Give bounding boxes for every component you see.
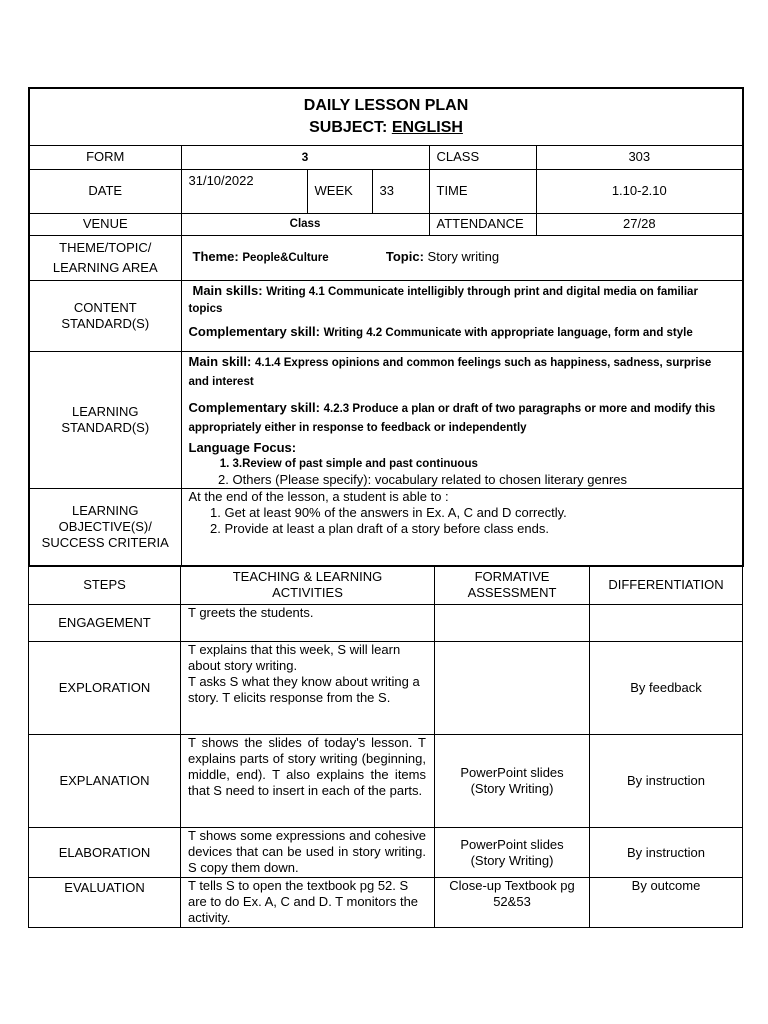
header-activities: TEACHING & LEARNING ACTIVITIES <box>181 566 435 605</box>
main-skills-value: Writing 4.1 Communicate intelligibly through print and digital media on familiar topics <box>188 285 698 315</box>
subject-value: ENGLISH <box>391 118 463 136</box>
venue-label: VENUE <box>29 213 181 235</box>
step-name: EXPLORATION <box>29 642 181 735</box>
step-activity: T greets the students. <box>181 605 435 642</box>
class-label: CLASS <box>429 145 536 169</box>
step-name: ELABORATION <box>29 828 181 878</box>
language-focus-item: 1. 3.Review of past simple and past continuous <box>233 456 735 472</box>
form-value: 3 <box>181 145 429 169</box>
language-focus-label: Language Focus: <box>188 439 297 455</box>
topic-label: Topic: <box>385 249 424 264</box>
table-row <box>29 878 743 928</box>
step-assessment: PowerPoint slides (Story Writing) <box>435 828 590 878</box>
objectives-label-line1: LEARNING <box>72 502 139 518</box>
table-row <box>29 735 743 828</box>
main-skill-value: 4.1.4 Express opinions and common feelings such as happiness, sadness, surprise and interest <box>188 356 712 388</box>
step-activity: T explains that this week, S will learn about story writing. T asks S what they know about writing a story. T elicits response from the S. <box>181 642 435 735</box>
steps-header-row <box>29 566 743 605</box>
date-value: 31/10/2022 <box>181 169 307 213</box>
theme-topic-label <box>29 235 181 280</box>
objectives-label <box>29 488 181 566</box>
class-value: 303 <box>536 145 743 169</box>
step-name: EVALUATION <box>29 878 181 928</box>
step-differentiation: By outcome <box>590 878 743 928</box>
step-differentiation <box>590 605 743 642</box>
objective-item: 2. Provide at least a plan draft of a story before class ends. <box>225 521 735 537</box>
lesson-info-table <box>28 87 744 567</box>
attendance-label: ATTENDANCE <box>429 213 536 235</box>
complementary-skill-value: Writing 4.2 Communicate with appropriate language, form and style <box>323 326 693 339</box>
topic-value: Story writing <box>427 249 500 264</box>
time-label: TIME <box>429 169 536 213</box>
header-differentiation: DIFFERENTIATION <box>590 566 743 605</box>
theme-value: People&Culture <box>242 252 329 264</box>
step-activity: T shows the slides of today's lesson. T explains parts of story writing (beginning, middle, end). T also explains the items that S need to insert in each of the parts. <box>181 735 435 828</box>
steps-table <box>28 565 743 928</box>
theme-topic-content <box>181 235 743 280</box>
table-row <box>29 828 743 878</box>
learning-label-line1: LEARNING <box>72 403 139 419</box>
learning-standard-content <box>181 351 743 488</box>
theme-label-line2: LEARNING AREA <box>52 259 158 275</box>
language-focus-list <box>189 456 735 488</box>
page-title: DAILY LESSON PLAN <box>303 96 469 114</box>
ls-complementary-label: Complementary skill: <box>188 399 320 415</box>
objectives-list <box>189 505 735 537</box>
step-assessment <box>435 642 590 735</box>
header-steps: STEPS <box>29 566 181 605</box>
time-value: 1.10-2.10 <box>536 169 743 213</box>
step-assessment <box>435 605 590 642</box>
step-activity: T shows some expressions and cohesive devices that can be used in story writing. S copy them down. <box>181 828 435 878</box>
subject-line <box>30 117 742 139</box>
week-label: WEEK <box>307 169 372 213</box>
step-activity: T tells S to open the textbook pg 52. S are to do Ex. A, C and D. T monitors the activity. <box>181 878 435 928</box>
main-skills-label: Main skills: <box>192 282 263 298</box>
subject-label: SUBJECT: <box>309 118 388 136</box>
theme-label-line1: THEME/TOPIC/ <box>59 239 152 255</box>
main-skill-label: Main skill: <box>188 353 252 369</box>
step-name: ENGAGEMENT <box>29 605 181 642</box>
table-row <box>29 642 743 735</box>
theme-label: Theme: <box>192 249 239 264</box>
table-row <box>29 605 743 642</box>
step-differentiation: By instruction <box>590 735 743 828</box>
content-standard-content <box>181 280 743 351</box>
step-assessment: PowerPoint slides (Story Writing) <box>435 735 590 828</box>
attendance-value: 27/28 <box>536 213 743 235</box>
document-header <box>29 88 743 145</box>
content-label-line1: CONTENT <box>73 299 137 315</box>
complementary-skill-label: Complementary skill: <box>188 323 320 339</box>
objective-item: 1. Get at least 90% of the answers in Ex. A, C and D correctly. <box>225 505 735 521</box>
learning-label-line2: STANDARD(S) <box>61 419 150 435</box>
objectives-label-line2: OBJECTIVE(S)/ <box>58 518 152 534</box>
content-standard-label <box>29 280 181 351</box>
date-label: DATE <box>29 169 181 213</box>
venue-value: Class <box>181 213 429 235</box>
objectives-content <box>181 488 743 566</box>
step-name: EXPLANATION <box>29 735 181 828</box>
objectives-intro: At the end of the lesson, a student is able to : <box>188 488 449 504</box>
content-label-line2: STANDARD(S) <box>61 315 150 331</box>
step-assessment: Close-up Textbook pg 52&53 <box>435 878 590 928</box>
ls-complementary-value: 4.2.3 Produce a plan or draft of two paragraphs or more and modify this appropriately either in response to feedback or independently <box>188 402 716 434</box>
learning-standard-label <box>29 351 181 488</box>
form-label: FORM <box>29 145 181 169</box>
week-value: 33 <box>372 169 429 213</box>
step-differentiation: By feedback <box>590 642 743 735</box>
objectives-label-line3: SUCCESS CRITERIA <box>41 534 169 550</box>
header-assessment: FORMATIVE ASSESSMENT <box>435 566 590 605</box>
language-focus-item: 2. Others (Please specify): vocabulary related to chosen literary genres <box>233 472 735 488</box>
step-differentiation: By instruction <box>590 828 743 878</box>
